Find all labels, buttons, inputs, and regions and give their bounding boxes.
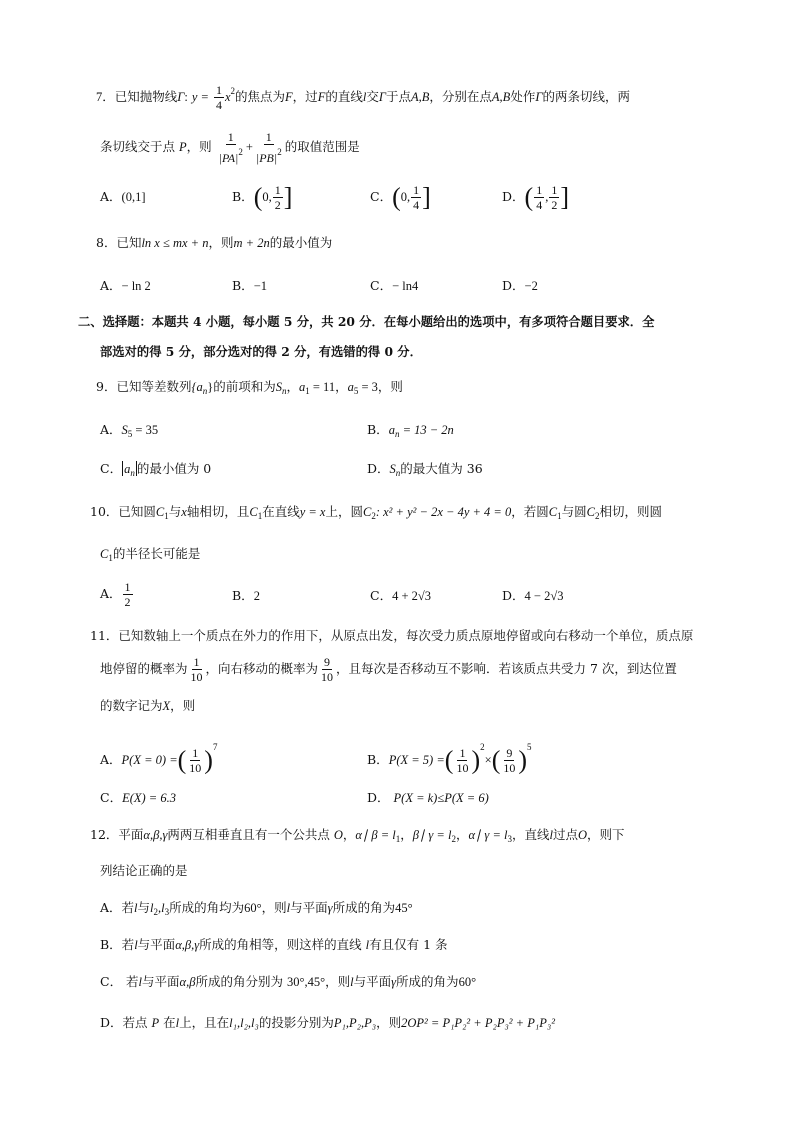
q10-stem-line2: $C_1$的半径长可能是 xyxy=(100,546,201,563)
q9-option-b[interactable]: B．$a_n = 13 - 2n$ xyxy=(367,422,454,439)
q11-option-b[interactable]: B．P(X = 5) =( $\frac{1}{10}$ )$^2$×( $\frac{9}{10}$ )$^5$ xyxy=(367,742,532,775)
q10-option-b[interactable]: B．2 xyxy=(232,588,260,603)
q12-stem-line1: 12．平面α,β,γ两两互相垂直且有一个公共点 O，α∣ $\beta = l_1$，β∣ $\gamma = l_2$，α∣ $\gamma = l_3$，直线l过点O，则下 xyxy=(90,827,625,844)
q9-stem: 9．已知等差数列$\{a_n\}$的前项和为$S_n$，$a_1 = 11$，$a_5 = 3$，则 xyxy=(96,379,403,396)
q7-options xyxy=(100,188,145,206)
q9-option-a[interactable]: A．$S_5 = 35$ xyxy=(100,422,159,439)
q7-stem-line1: 7．已知抛物线Γ: y = $\frac{1}{4}$ $x^2$的焦点为F，过F的直线l交Γ于点A,B，分别在点A,B处作Γ的两条切线，两 xyxy=(96,83,630,112)
q11-stem-line3: 的数字记为X，则 xyxy=(100,698,196,713)
q11-option-c[interactable]: C．E(X) = 6.3 xyxy=(100,790,176,805)
q8-option-c[interactable]: C．− ln4 xyxy=(370,278,419,293)
q8-stem: 8．已知ln x ≤ mx + n，则m + 2n的最小值为 xyxy=(96,235,333,250)
q7-stem-line2: 条切线交于点 P，则 $\frac{1}{|PA|^2}$ + $\frac{1}{|PB|^2}$ 的取值范围是 xyxy=(100,130,360,165)
q7-option-c[interactable]: C．(0, $\frac{1}{4}$ ] xyxy=(370,182,431,212)
q12-option-a[interactable]: A．若l与$l_2,l_3$所成的角均为60°，则l与平面γ所成的角为45° xyxy=(100,900,413,917)
q7-option-a[interactable]: A．(0,1] xyxy=(100,189,146,204)
q12-option-b[interactable]: B．若l与平面α,β,γ所成的角相等，则这样的直线 l有且仅有 1 条 xyxy=(100,937,448,952)
q11-option-a[interactable]: A．P(X = 0) =( $\frac{1}{10}$ )$^7$ xyxy=(100,742,218,775)
q12-stem-line2: 列结论正确的是 xyxy=(100,863,188,878)
q10-option-c[interactable]: C．4 + 2√3 xyxy=(370,588,431,603)
q10-option-a[interactable]: A． $\frac{1}{2}$ xyxy=(100,580,131,609)
q9-option-d[interactable]: D．$S_n$的最大值为 36 xyxy=(367,461,483,478)
q8-option-a[interactable]: A．− ln 2 xyxy=(100,278,151,293)
q9-option-c[interactable]: C． $a_n$ 的最小值为 0 xyxy=(100,461,212,478)
q11-stem-line1: 11．已知数轴上一个质点在外力的作用下，从原点出发，每次受力质点原地停留或向右移动一个单位，质点原 xyxy=(90,628,694,643)
q8-option-b[interactable]: B．−1 xyxy=(232,278,267,293)
q7-option-b[interactable]: B．(0, $\frac{1}{2}$ ] xyxy=(232,182,293,212)
section-2-heading: 二、选择题：本题共 4 小题，每小题 5 分，共 20 分．在每小题给出的选项中，有多项符合题目要求．全 xyxy=(78,314,655,329)
q12-option-d[interactable]: D．若点 P 在l上，且在l₁,l₂,l₃的投影分别为P₁,P₂,P₃，则2OP² = P₁P₂² + P₂P₃² + P₁P₃² xyxy=(100,1015,555,1030)
q11-stem-line2: 地停留的概率为 $\frac{1}{10}$ ，向右移动的概率为 $\frac{9}{10}$ ，且每次是否移动互不影响．若该质点共受力 7 次，到达位置 xyxy=(100,655,677,684)
q10-option-d[interactable]: D．4 − 2√3 xyxy=(502,588,564,603)
q7-option-d[interactable]: D．( $\frac{1}{4}$ , $\frac{1}{2}$ ] xyxy=(502,182,569,212)
fraction-pb: $\frac{1}{|PB|^2}$ xyxy=(255,130,282,165)
q12-option-c[interactable]: C． 若l与平面α,β所成的角分别为 30°,45°，则l与平面γ所成的角为60° xyxy=(100,974,477,989)
fraction-pa: $\frac{1}{|PA|^2}$ xyxy=(218,130,243,165)
q11-option-d[interactable]: D． P(X = k)≤P(X = 6) xyxy=(367,790,489,805)
section-2-heading-line2: 部选对的得 5 分，部分选对的得 2 分，有选错的得 0 分． xyxy=(100,344,422,359)
q8-option-d[interactable]: D．−2 xyxy=(502,278,538,293)
q10-stem-line1: 10．已知圆$C_1$与x轴相切，且$C_1$在直线y = x上，圆$C_2$: x² + y² − 2x − 4y + 4 = 0，若圆$C_1$与圆$C_2$相切，则圆 xyxy=(90,504,662,521)
fraction: $\frac{1}{4}$ xyxy=(215,83,222,112)
